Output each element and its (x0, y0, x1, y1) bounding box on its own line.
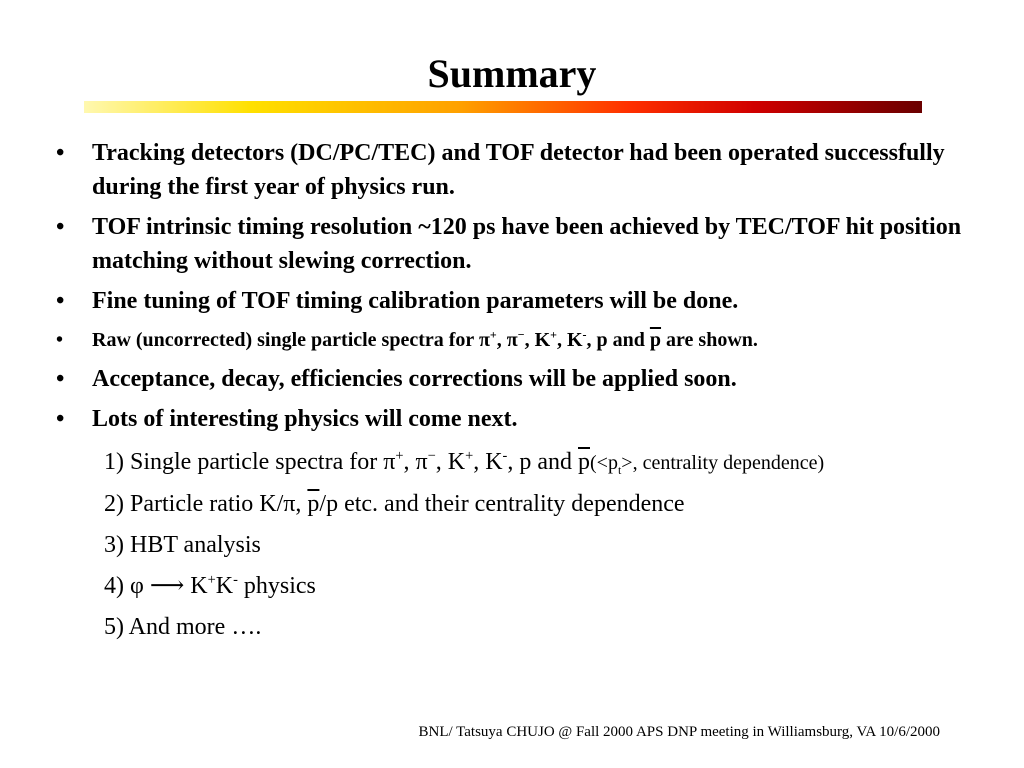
antiproton-symbol: $\overline{p}$ (578, 449, 590, 475)
title-gradient-rule (84, 101, 922, 113)
bullet-dot: • (56, 214, 65, 240)
physics-topics-list (104, 442, 1004, 648)
bullet-dot: • (56, 288, 65, 314)
bullet-text: Fine tuning of TOF timing calibration parameters will be done. (92, 288, 739, 314)
topic-item-3: 3) HBT analysis (104, 532, 261, 558)
topic-item-4: 4) φ ⟶ K+K- physics (104, 572, 316, 599)
bullet-item (0, 284, 1024, 318)
slide-title: Summary (427, 51, 597, 96)
bullet-text: Tracking detectors (DC/PC/TEC) and TOF detector had been operated successfully during the first year of physics run. (92, 140, 945, 200)
slide-footer: BNL/ Tatsuya CHUJO @ Fall 2000 APS DNP meeting in Williamsburg, VA 10/6/2000 (418, 724, 940, 740)
bullet-item (0, 402, 1024, 436)
phi-symbol: φ (130, 573, 144, 599)
topic-item-2: 2) Particle ratio K/π, $\overline{p}/p$ etc. and their centrality dependence (104, 491, 685, 517)
bullet-item (0, 210, 1024, 278)
antiproton-symbol: $\overline{p}$ (307, 491, 320, 517)
bullet-text: TOF intrinsic timing resolution ~120 ps have been achieved by TEC/TOF hit position matching without slewing correction. (92, 214, 962, 274)
bullet-dot: • (56, 140, 65, 166)
bullet-list (0, 136, 1024, 442)
bullet-dot: • (56, 406, 65, 432)
topic-item-1: 1) Single particle spectra for π+, π−, K+, K-, p and $\overline{p}(<p_t>$, centrality dependence) (104, 448, 825, 477)
bullet-dot: • (56, 366, 65, 392)
bullet-text: Raw (uncorrected) single particle spectra for π+, π−, K+, K-, p and $\overline{p}$ are shown. (92, 327, 758, 351)
bullet-text: Lots of interesting physics will come next. (92, 406, 518, 432)
arrow-icon: ⟶ (143, 573, 191, 599)
bullet-dot: • (56, 329, 64, 351)
topic-item-5: 5) And more …. (104, 614, 262, 640)
bullet-item-raw-spectra (0, 324, 1024, 356)
bullet-item (0, 362, 1024, 396)
bullet-text: Acceptance, decay, efficiencies corrections will be applied soon. (92, 366, 737, 392)
bullet-item (0, 136, 1024, 204)
antiproton-symbol: $\overline{p}$ (649, 329, 662, 351)
